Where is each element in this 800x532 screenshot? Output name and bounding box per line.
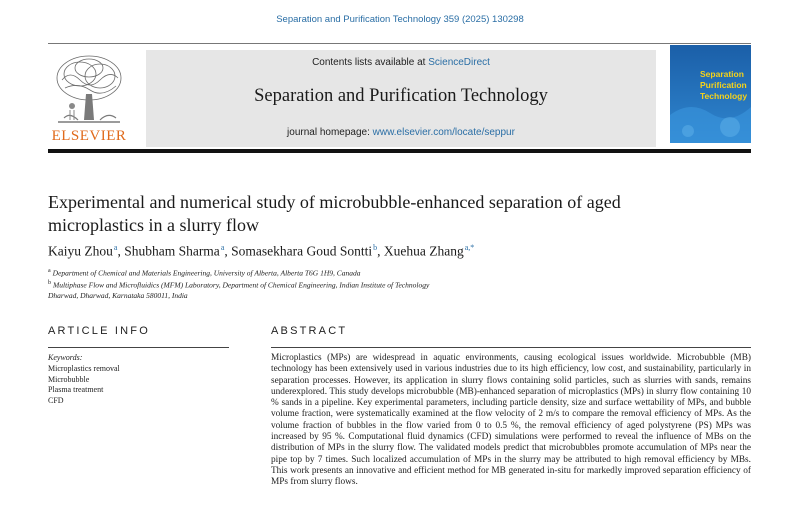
author-separator: , bbox=[377, 243, 384, 259]
elsevier-tree-icon bbox=[50, 50, 128, 128]
author-affiliation-mark[interactable]: a bbox=[113, 243, 118, 252]
journal-cover[interactable] bbox=[670, 45, 751, 143]
affiliation-mark: a bbox=[48, 268, 51, 274]
author-name[interactable]: Kaiyu Zhou bbox=[48, 243, 113, 259]
keyword-item: Microplastics removal bbox=[48, 364, 120, 373]
article-info-heading: ARTICLE INFO bbox=[48, 325, 150, 337]
cover-title-line: Purification bbox=[700, 80, 747, 90]
elsevier-logo[interactable] bbox=[48, 50, 130, 145]
keyword-item: CFD bbox=[48, 395, 64, 405]
keywords-label: Keywords: bbox=[48, 353, 83, 362]
header-thick-rule bbox=[48, 149, 751, 153]
abstract-heading: ABSTRACT bbox=[271, 325, 348, 337]
journal-banner bbox=[146, 50, 656, 147]
affiliation-text: Dharwad, Dharwad, Karnataka 580011, India bbox=[48, 291, 188, 300]
affiliation-mark: b bbox=[48, 280, 51, 286]
journal-title: Separation and Purification Technology bbox=[254, 86, 548, 106]
cover-title-line: Separation bbox=[700, 69, 744, 79]
homepage-line bbox=[146, 127, 656, 138]
author-affiliation-mark[interactable]: a bbox=[220, 243, 225, 252]
abstract-rule bbox=[271, 347, 751, 348]
affiliation-a bbox=[48, 266, 748, 279]
author-separator: , bbox=[224, 243, 232, 259]
journal-citation[interactable]: Separation and Purification Technology 359 (2025) 130298 bbox=[276, 14, 524, 25]
affiliation-b-continued bbox=[48, 290, 748, 301]
author-list bbox=[48, 243, 748, 260]
paper-title: Experimental and numerical study of microbubble-enhanced separation of aged microplastics in a slurry flow bbox=[48, 192, 621, 235]
cover-title bbox=[700, 69, 751, 102]
author-name[interactable]: Somasekhara Goud Sontti bbox=[231, 243, 373, 259]
author-affiliation-mark[interactable]: a,* bbox=[464, 243, 475, 252]
contents-prefix: Contents lists available at bbox=[312, 57, 429, 68]
author-affiliation-mark[interactable]: b bbox=[373, 243, 378, 252]
affiliation-b bbox=[48, 278, 748, 291]
header-divider bbox=[48, 43, 751, 44]
keyword-item: Plasma treatment bbox=[48, 385, 104, 394]
author-separator: , bbox=[117, 243, 125, 259]
abstract-text: Microplastics (MPs) are widespread in aquatic environments, causing ecological issues worldwide. Microbubble (MB) technology has been extensively used in various industries due to its high efficiency, low cost, and sustainability, particularly in separation processes. However, its application in slurry flows containing solid particles, such as slurries with sands, remains underexplored. This study develops microbubble (MB)-enhanced separation of microplastics (MPs) in slurry flow containing 10 % sands in a pipeline. Key experimental parameters, including particle density, size and surface wettability of MPs, and bubble volume fraction, were systematically examined at the flow velocity of 2 m/s to compare the removal efficiency of MPs. As the volume fraction of bubbles in the flow varied from 0 to 0.5 %, the removal efficiency of aged polystyrene (PS) MPs was increased by 95 %. Computational fluid dynamics (CFD) simulations were performed to reveal the influence of MBs on the distribution of MPs in the slurry flow. The validated models predict that microbubbles promote accumulation of MPs near the pipe top by 7 times. Such localized accumulation of MPs in the slurry may be attributed to high removal efficiency by MBs. This work presents an innovative and efficient method for MB generated in-situ for markedly improved separation efficiency of MPs from slurry flows. bbox=[271, 353, 751, 488]
keywords-list bbox=[48, 364, 120, 406]
author-name[interactable]: Xuehua Zhang bbox=[383, 243, 464, 259]
author-name[interactable]: Shubham Sharma bbox=[124, 243, 220, 259]
homepage-link[interactable]: www.elsevier.com/locate/seppur bbox=[372, 127, 515, 138]
cover-title-line: Technology bbox=[700, 91, 748, 101]
article-info-rule bbox=[48, 347, 229, 348]
sciencedirect-link[interactable]: ScienceDirect bbox=[428, 57, 490, 68]
contents-line bbox=[146, 57, 656, 68]
publisher-wordmark: ELSEVIER bbox=[51, 128, 127, 144]
affiliation-text: Department of Chemical and Materials Engineering, University of Alberta, Alberta T6G 1H9, Canada bbox=[52, 268, 361, 278]
affiliation-text: Multiphase Flow and Microfluidics (MFM) Laboratory, Department of Chemical Engineering, Indian Institute of Technology bbox=[53, 280, 430, 290]
homepage-prefix: journal homepage: bbox=[287, 127, 373, 138]
keyword-item: Microbubble bbox=[48, 374, 90, 384]
